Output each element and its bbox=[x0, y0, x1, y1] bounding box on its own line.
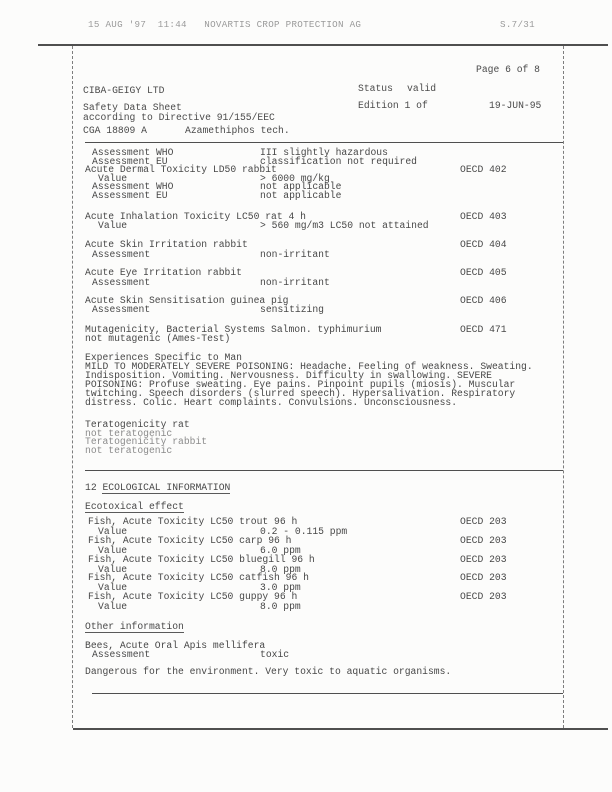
oecd-code: OECD 406 bbox=[460, 295, 507, 306]
oecd-code: OECD 203 bbox=[460, 516, 507, 527]
field-label: Assessment bbox=[92, 277, 151, 288]
doc-line bbox=[0, 502, 612, 512]
product-code: CGA 18809 A bbox=[83, 125, 147, 136]
page-bottom-border bbox=[73, 728, 608, 730]
fax-header-left: 15 AUG '97 11:44 NOVARTIS CROP PROTECTION AG bbox=[88, 19, 362, 30]
field-label: Value bbox=[98, 601, 128, 612]
field-label: MILD TO MODERATELY SEVERE POISONING: Headache. Feeling of weakness. Sweating. bbox=[85, 361, 533, 372]
oecd-code: OECD 403 bbox=[460, 211, 507, 222]
doc-line bbox=[0, 250, 612, 260]
field-value: 8.0 ppm bbox=[260, 564, 301, 575]
doc-line bbox=[0, 602, 612, 612]
field-label: Fish, Acute Toxicity LC50 trout 96 h bbox=[88, 516, 298, 527]
field-label: Acute Skin Sensitisation guinea pig bbox=[85, 295, 289, 306]
company-name: CIBA-GEIGY LTD bbox=[83, 85, 165, 96]
field-value: 8.0 ppm bbox=[260, 601, 301, 612]
field-label: Assessment bbox=[92, 249, 151, 260]
field-label: Dangerous for the environment. Very toxic to aquatic organisms. bbox=[85, 666, 452, 677]
field-value: classification not required bbox=[260, 156, 417, 167]
field-label: Acute Inhalation Toxicity LC50 rat 4 h bbox=[85, 211, 306, 222]
oecd-code: OECD 203 bbox=[460, 591, 507, 602]
oecd-code: OECD 471 bbox=[460, 324, 507, 335]
doc-line bbox=[0, 446, 612, 456]
field-label-prefix: 12 bbox=[85, 482, 103, 493]
oecd-code: OECD 405 bbox=[460, 267, 507, 278]
field-label: Value bbox=[98, 173, 128, 184]
field-label: Assessment WHO bbox=[92, 181, 174, 192]
edition-label: Edition 1 of bbox=[358, 100, 428, 111]
page-top-border bbox=[38, 44, 608, 46]
field-value: non-irritant bbox=[260, 249, 330, 260]
header-divider bbox=[85, 142, 563, 143]
field-label: Assessment bbox=[92, 649, 151, 660]
field-label: Assessment EU bbox=[92, 190, 168, 201]
field-label: Experiences Specific to Man bbox=[85, 352, 242, 363]
doc-line bbox=[0, 398, 612, 408]
oecd-code: OECD 203 bbox=[460, 535, 507, 546]
document-title: Safety Data Sheet bbox=[83, 102, 182, 113]
field-label: twitching. Speech disorders (slurred speech). Hypersalivation. Respiratory bbox=[85, 388, 516, 399]
doc-line bbox=[0, 221, 612, 231]
field-label: Fish, Acute Toxicity LC50 guppy 96 h bbox=[88, 591, 298, 602]
doc-line bbox=[0, 334, 612, 344]
oecd-code: OECD 404 bbox=[460, 239, 507, 250]
field-label: Acute Dermal Toxicity LD50 rabbit bbox=[85, 164, 277, 175]
doc-line bbox=[0, 483, 612, 493]
field-label: not teratogenic bbox=[85, 428, 173, 439]
field-label: Value bbox=[98, 582, 128, 593]
field-value: toxic bbox=[260, 649, 290, 660]
field-label: Indisposition. Vomiting. Nervousness. Difficulty in swallowing. SEVERE bbox=[85, 370, 492, 381]
section12-divider bbox=[85, 470, 563, 471]
product-name: Azamethiphos tech. bbox=[185, 125, 290, 136]
field-value: sensitizing bbox=[260, 304, 324, 315]
field-label: Acute Skin Irritation rabbit bbox=[85, 239, 248, 250]
fax-header-right: S.7/31 bbox=[500, 19, 535, 30]
field-label: Value bbox=[98, 526, 128, 537]
oecd-code: OECD 402 bbox=[460, 164, 507, 175]
status-label: Status bbox=[358, 83, 393, 94]
field-label: ECOLOGICAL INFORMATION bbox=[102, 482, 231, 493]
field-value: 6.0 ppm bbox=[260, 545, 301, 556]
field-value: not applicable bbox=[260, 190, 342, 201]
footer-divider bbox=[92, 693, 563, 694]
field-label: not teratogenic bbox=[85, 445, 173, 456]
field-value: non-irritant bbox=[260, 277, 330, 288]
field-label: Ecotoxical effect bbox=[85, 501, 184, 512]
status-value: valid bbox=[407, 83, 437, 94]
document-subtitle: according to Directive 91/155/EEC bbox=[83, 112, 275, 123]
field-label: Fish, Acute Toxicity LC50 carp 96 h bbox=[88, 535, 292, 546]
doc-line bbox=[0, 592, 612, 602]
field-label: Fish, Acute Toxicity LC50 bluegill 96 h bbox=[88, 554, 315, 565]
page-number: Page 6 of 8 bbox=[476, 64, 540, 75]
field-label: Assessment bbox=[92, 304, 151, 315]
doc-line bbox=[0, 555, 612, 565]
field-label: Bees, Acute Oral Apis mellifera bbox=[85, 640, 266, 651]
field-label: Mutagenicity, Bacterial Systems Salmon. typhimurium bbox=[85, 324, 382, 335]
doc-line bbox=[0, 536, 612, 546]
field-label: Value bbox=[98, 564, 128, 575]
oecd-code: OECD 203 bbox=[460, 554, 507, 565]
field-label: distress. Colic. Heart complaints. Convulsions. Unconsciousness. bbox=[85, 397, 458, 408]
field-label: Value bbox=[98, 545, 128, 556]
field-label: Assessment EU bbox=[92, 156, 168, 167]
doc-line bbox=[0, 191, 612, 201]
field-value: > 6000 mg/kg bbox=[260, 173, 330, 184]
field-value: 0.2 - 0.115 ppm bbox=[260, 526, 348, 537]
field-value: III slightly hazardous bbox=[260, 147, 388, 158]
field-label: Acute Eye Irritation rabbit bbox=[85, 267, 242, 278]
field-value: 3.0 ppm bbox=[260, 582, 301, 593]
field-label: Teratogenicity rabbit bbox=[85, 436, 208, 447]
doc-line bbox=[0, 278, 612, 288]
field-label: Teratogenicity rat bbox=[85, 419, 190, 430]
field-value: > 560 mg/m3 LC50 not attained bbox=[260, 220, 429, 231]
edition-date: 19-JUN-95 bbox=[489, 100, 542, 111]
field-label: Other information bbox=[85, 621, 184, 632]
field-label: not mutagenic (Ames-Test) bbox=[85, 333, 231, 344]
field-label: Value bbox=[98, 220, 128, 231]
doc-line bbox=[0, 622, 612, 632]
oecd-code: OECD 203 bbox=[460, 572, 507, 583]
field-value: not applicable bbox=[260, 181, 342, 192]
field-label: Assessment WHO bbox=[92, 147, 174, 158]
field-label: Fish, Acute Toxicity LC50 catfish 96 h bbox=[88, 572, 309, 583]
doc-line bbox=[0, 667, 612, 677]
doc-line bbox=[0, 650, 612, 660]
doc-line bbox=[0, 305, 612, 315]
doc-line bbox=[0, 573, 612, 583]
field-label: POISONING: Profuse sweating. Eye pains. Pinpoint pupils (miosis). Muscular bbox=[85, 379, 516, 390]
